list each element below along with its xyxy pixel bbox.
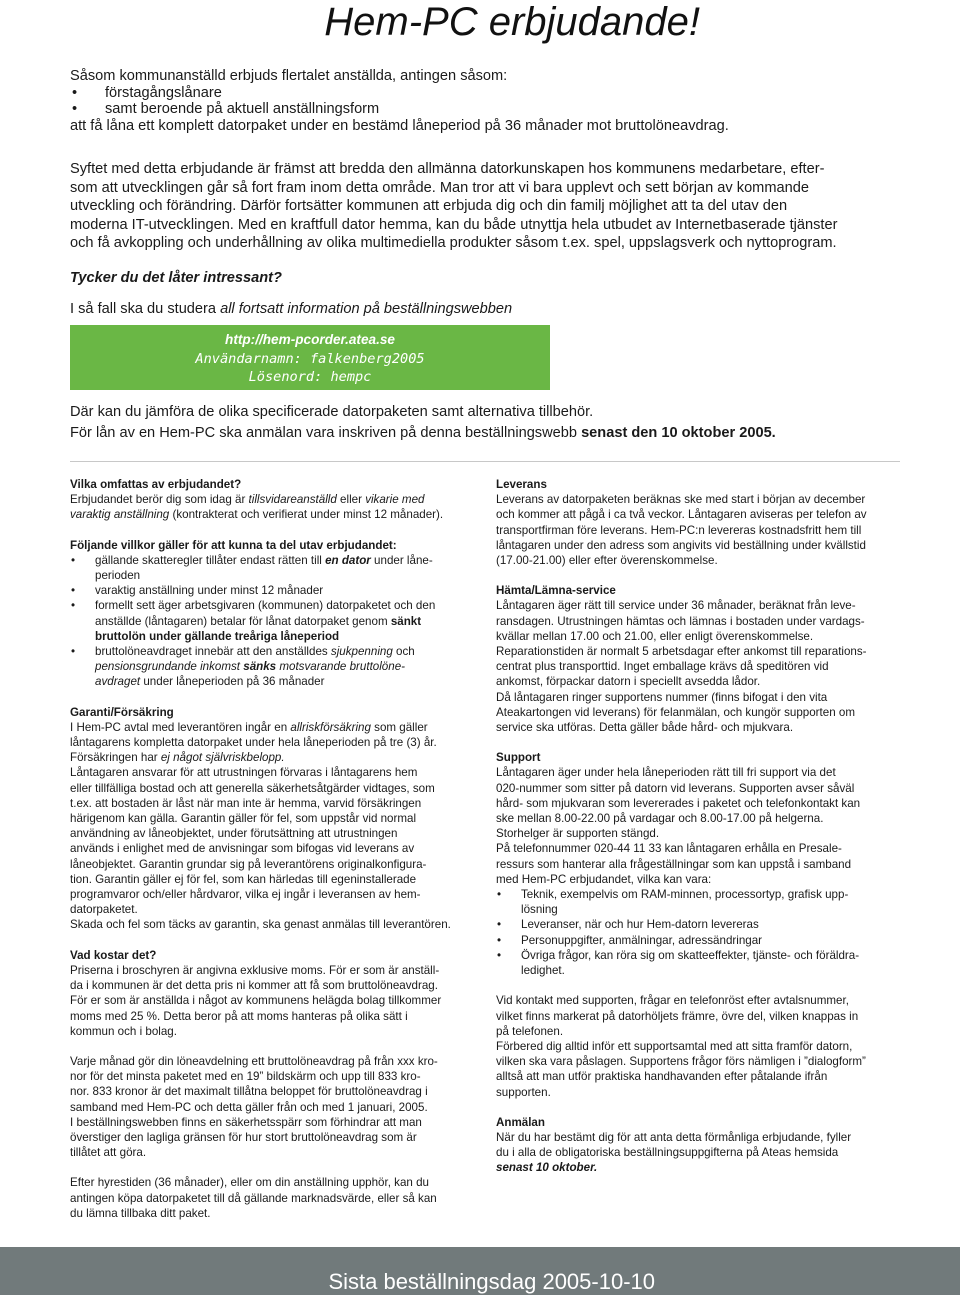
text-line: kvällar mellan 17.00 och 21.00, eller enligt överenskommelse. [496,629,814,643]
text-line: ressurs som hanterar alla frågeställningar som kan uppstå i samband [496,857,852,871]
conditions-list [70,553,470,690]
study-lead: I så fall ska du studera [70,301,221,317]
purpose-line: moderna IT-utvecklingen. Med en kraftfull dator hemma, kan du både utnyttja hela utbudet av Internetbaserade tjänster [70,216,838,233]
study-emphasis: all fortsatt information på beställningswebben [220,301,513,317]
list-item: • varaktig anställning under minst 12 månader [70,583,470,598]
text-line: Leverans av datorpaketen beräknas ske med start i början av december [496,493,866,507]
section-heading: Anmälan [496,1115,545,1129]
text-line: härigenom kan gälla. Garantin gäller för fel, som uppstår vid normal [70,812,417,826]
text-line: ske mellan 8.00-22.00 på vardagar och 8.00-17.00 på helgerna. [496,812,824,826]
right-column [496,477,896,1176]
intro-section [70,68,900,134]
text-line: Erbjudandet berör dig som idag är tillsvidareanställd eller vikarie med [70,493,425,507]
text-line: t.ex. att bostaden är låst när man inte är hemma, varvid försäkringen [70,796,422,810]
purpose-line: som att utvecklingen går så fort fram inom detta område. Man tror att vi bara upplevt och sett början av kommande [70,179,809,196]
text-line: och kommer att pågå i ca två veckor. Låntagaren aviseras per telefon av [496,508,867,522]
text-line: Storhelger är supporten stängd. [496,827,660,841]
text-line: samband med Hem-PC och detta gäller från och med 1 januari, 2005. [70,1100,428,1114]
text-line: da i kommunen är det detta pris ni kommer att få som bruttolöneavdrag. [70,979,438,993]
text-line: programvaror och/eller hårdvaror, vilka ej ingår i leveransen av hem- [70,888,421,902]
list-item: • Personuppgifter, anmälningar, adressändringar [496,933,896,948]
text-line: överstiger den lagliga gränsen för hur stort bruttolöneavdrag som är [70,1130,417,1144]
left-column [70,477,470,1221]
purpose-paragraph [70,160,900,253]
list-item: • gällande skatteregler tillåter endast rätten till en dator under låne- perioden [70,553,470,583]
text-line: Ateakartongen vid leverans) för felanmälan, och kungör supporten om [496,705,855,719]
footer-banner [0,1247,960,1295]
text-line: varaktig anställning (kontrakterat och verifierat under minst 12 månader). [70,508,444,522]
text-line: På telefonnummer 020-44 11 33 kan låntagaren erhålla en Presale- [496,842,842,856]
purpose-line: och få avkoppling och underhållning av olika multimediella produkter såsom t.ex. spel, uppslagsverk och nyttoprogram. [70,235,837,252]
text-line: När du har bestämt dig för att anta detta förmånliga erbjudande, fyller [496,1130,852,1144]
deadline-line [70,423,900,444]
text-line: Reparationstiden är normalt 5 arbetsdagar efter ankomst till reparations- [496,645,867,659]
page-title: Hem-PC erbjudande! [324,0,700,44]
text-line: Vid kontakt med supporten, frågar en telefonröst efter avtalsnummer, [496,994,849,1008]
text-line: ankomst, förpackar datorn i speciellt avsedda lådor. [496,675,761,689]
text-line: tillåtet att göra. [70,1146,147,1160]
text-line: I Hem-PC avtal med leverantören ingår en allriskförsäkring som gäller [70,720,428,734]
purpose-line: Syftet med detta erbjudande är främst att bredda den allmänna datorkunskapen hos kommunens medarbetare, efter- [70,161,825,177]
list-item: • bruttolöneavdraget innebär att den anställdes sjukpenning och pensionsgrundande inkomst sänks motsvarande bruttolöne- avdraget under låneperioden på 36 månader [70,644,470,690]
text-line: du i alla de obligatoriska beställningsuppgifterna på Ateas hemsida [496,1146,839,1160]
password-line: Lösenord: hempc [248,369,372,385]
text-line: du lämna tillbaka ditt paket. [70,1206,211,1220]
text-line: centrat plus transporttid. Inget emballage krävs då speditören vid [496,660,829,674]
username-line: Användarnamn: falkenberg2005 [195,350,425,367]
list-item: • Övriga frågor, kan röra sig om skatteeffekter, tjänste- och föräldra- ledighet. [496,948,896,978]
deadline-lead: För lån av en Hem-PC ska anmälan vara inskriven på denna beställningswebb [70,424,582,441]
support-topics-list [496,887,896,978]
text-line: Förbered dig alltid inför ett supportsamtal med att sitta framför datorn, [496,1039,853,1053]
text-line: används i enlighet med de anvisningar som bifogas vid leverans av [70,842,415,856]
text-line: Varje månad gör din löneavdelning ett bruttolöneavdrag på från xxx kro- [70,1054,438,1068]
text-line: alltså att man utför praktiska handhavanden efter påtalande ifrån [496,1070,828,1084]
text-line: kommun och i bolag. [70,1024,177,1038]
text-line: nor. 833 kronor är det maximalt tillåtna beloppet för bruttolöneavdrag i [70,1085,428,1099]
text-line: låntagaren under den adress som angivits vid beställning under kvällstid [496,538,866,552]
compare-line: Där kan du jämföra de olika specificerade datorpaketen samt alternativa tillbehör. [70,404,594,420]
text-line: Låntagaren ansvarar för att utrustningen förvaras i låntagarens hem [70,766,418,780]
text-line: vilket finns markerat på datorhöljets främre, övre del, vilken knappas in [496,1009,859,1023]
text-line: hård- som mjukvaran som levererades i paketet och telefonkontakt kan [496,796,861,810]
text-line: på telefonen. [496,1024,564,1038]
text-line: antingen köpa datorpaketet till då gällande marknadsvärde, eller så kan [70,1191,437,1205]
list-item: • Leveranser, när och hur Hem-datorn levereras [496,917,896,932]
section-heading: Vilka omfattas av erbjudandet? [70,478,242,491]
text-line: moms med 25 %. Detta beror på att moms hanteras på olika sätt i [70,1009,408,1023]
section-heading: Följande villkor gäller för att kunna ta del utav erbjudandet: [70,538,397,552]
text-line: vilken ska vara påslagen. Supportens frågor förs nämligen i ”dialogform” [496,1055,866,1069]
text-line: Skada och fel som täcks av garantin, ska genast anmälas till leverantören. [70,918,451,932]
list-item: • formellt sett äger arbetsgivaren (kommunen) datorpaketet och den anställde (låntagaren) betalar för lånat datorpaket genom sänkt bruttolön under gällande treåriga låneperiod [70,598,470,644]
text-line: Då låntagaren ringer supportens nummer (finns bifogat i den vita [496,690,828,704]
section-heading: Leverans [496,478,547,491]
text-line: I beställningswebben finns en säkerhetsspärr som förhindrar att man [70,1115,422,1129]
text-line: låneobjektet. Garantin grundar sig på leverantörens originalkonfigura- [70,857,427,871]
intro-bullet: • förstagångslånare [70,85,900,102]
text-line: (17.00-21.00) eller efter överenskommelse. [496,554,718,568]
intro-lead: Såsom kommunanställd erbjuds flertalet anställda, antingen såsom: [70,68,508,84]
purpose-line: utveckling och förändring. Därför fortsätter kommunen att erbjuda dig och din familj möjlighet att ta del utav den [70,198,788,215]
text-line: låntagarens kompletta datorpaket under hela låneperioden på tre (3) år. [70,736,437,750]
text-line: supporten. [496,1085,551,1099]
text-line: tion. Garantin gäller ej för fel, som kan härledas till egeninstallerade [70,872,417,886]
text-line: Efter hyrestiden (36 månader), eller om din anställning upphör, kan du [70,1176,429,1190]
interest-question: Tycker du det låter intressant? [70,270,282,286]
section-heading: Support [496,751,541,765]
intro-tail: att få låna ett komplett datorpaket under en bestämd låneperiod på 36 månader mot bruttolöneavdrag. [70,117,729,134]
text-line: transportfirman före leverans. Hem-PC:n levereras kostnadsfritt hem till [496,523,862,537]
text-line: Låntagaren äger rätt till service under 36 månader, beräknat från leve- [496,599,856,613]
section-heading: Garanti/Försäkring [70,705,174,719]
login-info-box [70,325,550,390]
list-item: • Teknik, exempelvis om RAM-minnen, processortyp, grafisk upp- lösning [496,887,896,917]
section-heading: Vad kostar det? [70,948,157,962]
text-line: Priserna i broschyren är angivna exklusive moms. För er som är anställ- [70,963,440,977]
compare-section [70,402,900,443]
deadline-date: senast den 10 oktober 2005. [581,424,776,441]
text-line: senast 10 oktober. [496,1161,598,1175]
text-line: 020-nummer som sitter på datorn vid leverans. Supporten avser såväl [496,781,855,795]
text-line: ransdagen. Utrustningen hämtas och lämnas i bostaden under vardags- [496,614,865,628]
text-line: Försäkringen har ej något självriskbelopp. [70,751,285,765]
order-url-link[interactable]: http://hem-pcorder.atea.se [225,332,395,347]
text-line: Låntagaren äger under hela låneperioden rätt till fri support via det [496,766,836,780]
final-order-date: Sista beställningsdag 2005-10-10 [328,1269,655,1294]
text-line: med Hem-PC erbjudandet, vilka kan vara: [496,872,712,886]
text-line: För er som är anställda i något av kommunens helägda bolag tillkommer [70,994,442,1008]
section-heading: Hämta/Lämna-service [496,584,616,598]
text-line: service ska utföras. Detta gäller både hård- och mjukvara. [496,721,794,735]
text-line: nor för det minsta paketet med en 19” bildskärm och upp till 833 kro- [70,1070,421,1084]
study-instruction [70,301,512,317]
text-line: användning av låneobjektet, under förutsättning att utrustningen [70,827,398,841]
divider [70,461,900,462]
text-line: eller tillfälliga bostad och att generella säkerhetsåtgärder vidtages, som [70,781,435,795]
text-line: datorpaketet. [70,903,138,917]
intro-bullet: • samt beroende på aktuell anställningsform [70,101,900,118]
